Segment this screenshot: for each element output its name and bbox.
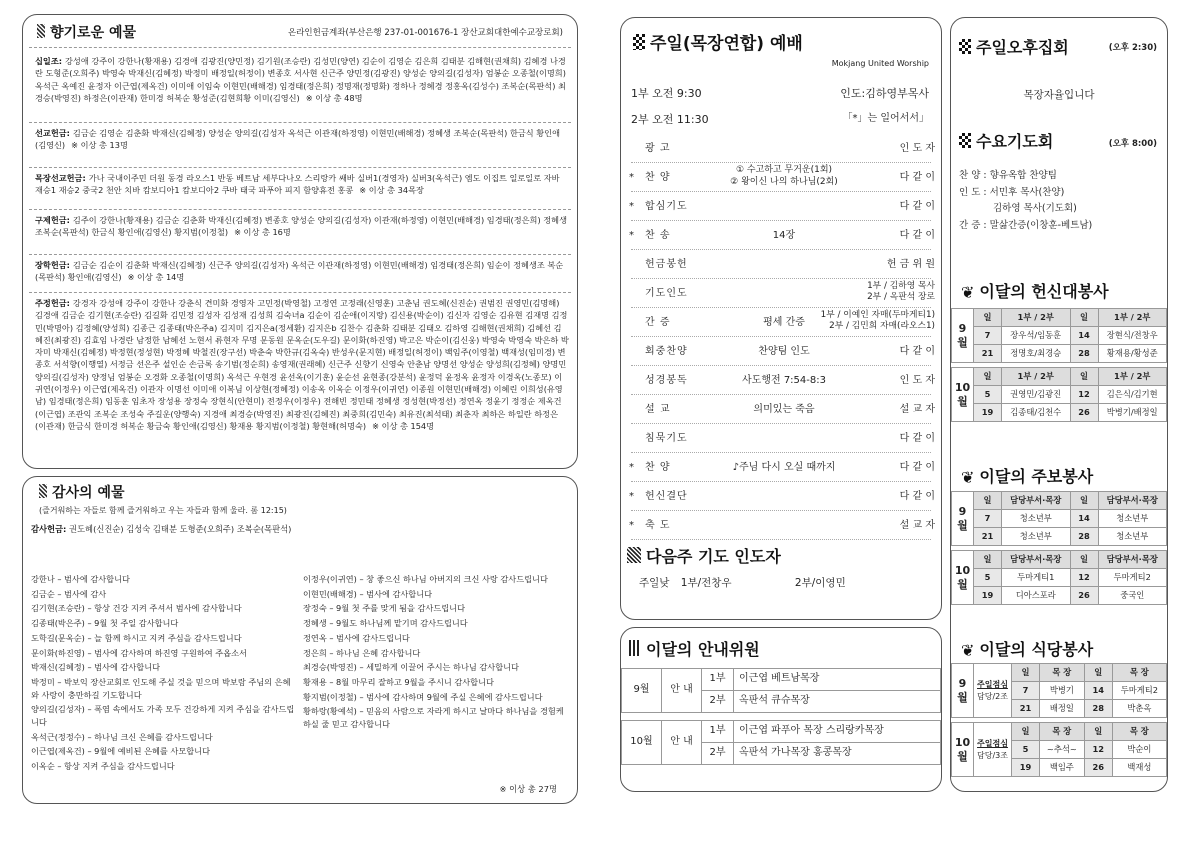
kitchen-lead bbox=[974, 664, 1012, 718]
row-leader: 1부 / 이예인 자매(두마게티1) 2부 / 김민희 자매(라오스1) bbox=[820, 310, 935, 332]
row-name: 설 교 bbox=[645, 404, 671, 415]
devotion-col-head: 일 bbox=[974, 368, 1002, 386]
thanks-count: ※ 이상 총 27명 bbox=[499, 783, 557, 794]
bulletin-row bbox=[952, 569, 1167, 587]
offering-label: 장학헌금: bbox=[35, 260, 70, 270]
bulletin-cell: 청소년부 bbox=[1098, 510, 1167, 528]
offering-names: 김주이 강한나(황재용) 김금순 김춘화 박재신(김혜정) 변종호 양성순 양의길(김성자) 이관재(하정영) 이현민(배해경) 임경태(정은희) 정혜생 조복순(목판석) 한금식 황인애(김영신) 황지범(이정철) bbox=[35, 215, 567, 238]
devotion-cell: 박병기/배정일 bbox=[1098, 404, 1167, 422]
offering-names: 가나 국내이주민 더원 동경 라오스1 반동 베트남 세부다나오 스리랑카 쌔바 실버1(경영자) 실버3(옥석근) 엠도 이집트 일로일로 자바 재승1 재승2 중국2 천안 치바 캄보디아1 캄보디아2 쿠바 태국 파푸아 피지 함양휴전 홍콩 bbox=[35, 173, 560, 196]
row-star: * bbox=[629, 520, 634, 531]
next-leaders-title: 다음주 기도 인도자 bbox=[627, 545, 781, 568]
worship-title: 주일(목장연합) 예배 bbox=[633, 32, 803, 57]
kitchen-title: ❦ 이달의 식당봉사 bbox=[961, 638, 1093, 662]
kitchen-col-head: 일 bbox=[1084, 723, 1112, 741]
devotion-col-head: 1부 / 2부 bbox=[1098, 309, 1167, 327]
kitchen-cell: 백임주 bbox=[1040, 759, 1085, 777]
row-name: 침묵기도 bbox=[645, 433, 688, 444]
kitchen-col-head: 일 bbox=[1012, 664, 1040, 682]
lead-2: 김하영 목사(기도회) bbox=[993, 203, 1077, 215]
bulletin-cell: 28 bbox=[1070, 528, 1098, 546]
lead-sub: 담당/2조 bbox=[977, 691, 1008, 701]
testimony-label: 간 증 : bbox=[959, 219, 987, 231]
afternoon-time: (오후 2:30) bbox=[1108, 43, 1157, 53]
thanks-left-list bbox=[31, 573, 296, 775]
kitchen-head-row bbox=[952, 723, 1167, 741]
bulletin-title: ❦ 이달의 주보봉사 bbox=[961, 465, 1093, 489]
flower-icon: ❦ bbox=[961, 468, 975, 487]
offering-section bbox=[35, 259, 569, 284]
kitchen-cell: 14 bbox=[1084, 682, 1112, 700]
row-leader: 설 교 자 bbox=[899, 520, 935, 531]
guides-title: 이달의 안내위원 bbox=[629, 638, 760, 661]
thanks-title: 감사의 예물 bbox=[39, 483, 125, 503]
bulletin-col-head: 담당부서·목장 bbox=[1002, 492, 1071, 510]
row-leader: 다 같 이 bbox=[899, 346, 935, 357]
row-name: 찬 송 bbox=[645, 230, 671, 241]
row-name: 찬 양 bbox=[645, 172, 671, 183]
thanks-donors: 권도혜(신진순) 김성숙 김태분 도형준(오희주) 조복순(목판석) bbox=[69, 524, 292, 534]
thanks-verse: (즐거워하는 자들로 함께 즐거워하고 우는 자들과 함께 울라. 롬 12:15) bbox=[39, 506, 287, 515]
bulletin-cell: 청소년부 bbox=[1002, 510, 1071, 528]
offering-label: 구제헌금: bbox=[35, 215, 70, 225]
kitchen-lead bbox=[974, 723, 1012, 777]
offering-section bbox=[35, 297, 569, 432]
bars-icon bbox=[629, 640, 641, 656]
worship-box bbox=[620, 17, 942, 620]
kitchen-col-head: 일 bbox=[1084, 664, 1112, 682]
guide-name: 옥판석 가나목장 홍콩목장 bbox=[734, 743, 941, 765]
thanks-entry: 문이화(하진영) – 범사에 감사하며 하진영 구원하여 주옵소서 bbox=[31, 647, 247, 658]
thanks-entry: 이정우(이귀연) – 창 좋으신 하나님 아버지의 크신 사랑 감사드립니다 bbox=[303, 574, 548, 584]
service1-time: 1부 오전 9:30 bbox=[631, 87, 702, 100]
devotion-row bbox=[952, 327, 1167, 345]
hatch-icon bbox=[39, 484, 47, 498]
devotion-row bbox=[952, 404, 1167, 422]
devotion-col-head: 일 bbox=[1070, 368, 1098, 386]
row-star: * bbox=[629, 462, 634, 473]
worship-row bbox=[629, 399, 935, 423]
bulletin-cell: 7 bbox=[974, 510, 1002, 528]
thanks-entry: 박정미 – 박보익 장산교회로 인도해 주실 것을 믿으며 박보람 주님의 은혜와 사랑이 충만하길 기도합니다 bbox=[31, 676, 291, 700]
row-leader: 다 같 이 bbox=[899, 230, 935, 241]
row-name: 성경봉독 bbox=[645, 375, 688, 386]
offering-title: 향기로운 예물 bbox=[37, 23, 136, 43]
row-name: 기도인도 bbox=[645, 288, 688, 299]
kitchen-cell: 두마게티2 bbox=[1112, 682, 1166, 700]
bulletin-cell: 14 bbox=[1070, 510, 1098, 528]
bulletin-cell: 청소년부 bbox=[1098, 528, 1167, 546]
worship-row bbox=[629, 341, 935, 365]
row-star: * bbox=[629, 230, 634, 241]
account-info: 온라인헌금계좌(부산은행 237-01-001676-1 장산교회대한예수교장로회) bbox=[288, 28, 563, 38]
row-name: 간 증 bbox=[645, 317, 671, 328]
kitchen-cell: 박순이 bbox=[1112, 741, 1166, 759]
thanks-entry: 이옥순 – 항상 지켜 주심을 감사드립니다 bbox=[31, 761, 175, 772]
row-leader: 인 도 자 bbox=[899, 375, 935, 386]
bulletin-cell: 디아스포라 bbox=[1002, 587, 1071, 605]
row-name: 광 고 bbox=[645, 143, 671, 154]
devotion-cell: 김은식/김기현 bbox=[1098, 386, 1167, 404]
kitchen-cell: 박병기 bbox=[1040, 682, 1085, 700]
row-star: * bbox=[629, 491, 634, 502]
offering-names: 김금순 김영순 김춘화 박재신(김혜정) 양성순 양의길(김성자 옥석근 이관재(하정영) 이현민(배해경) 정혜생 조복순(목판석) 한금식 황인애(김영신) bbox=[35, 128, 560, 151]
bulletin-col-head: 일 bbox=[1070, 492, 1098, 510]
bulletin-month: 9 월 bbox=[952, 492, 974, 546]
stand-note: 「*」는 일어서서」 bbox=[842, 113, 929, 124]
offering-count: ※ 이상 총 13명 bbox=[71, 140, 128, 151]
devotion-month: 9 월 bbox=[952, 309, 974, 363]
thanks-entry: 김종태(박은주) – 9월 첫 주일 감사합니다 bbox=[31, 618, 179, 629]
afternoon-text: 목장자율입니다 bbox=[1023, 89, 1095, 101]
kitchen-cell: 26 bbox=[1084, 759, 1112, 777]
service2-time: 2부 오전 11:30 bbox=[631, 113, 709, 126]
row-detail: ① 수고하고 무거운(1회) ② 왕이신 나의 하나님(2회) bbox=[730, 165, 838, 187]
bulletin-col-head: 담당부서·목장 bbox=[1098, 551, 1167, 569]
devotion-cell: 7 bbox=[974, 327, 1002, 345]
offering-names: 김금순 김순이 김춘화 박재신(김혜정) 신근주 양의길(김성자) 옥석근 이관재(하정영) 이현민(배해경) 임경태(정은희) 임순이 정혜생조 복순(목판석) 황인애(김영신) bbox=[35, 260, 564, 283]
worship-row bbox=[629, 283, 935, 307]
lead-sub: 담당/3조 bbox=[977, 750, 1008, 760]
bulletin-cell: 26 bbox=[1070, 587, 1098, 605]
offering-count: ※ 이상 총 16명 bbox=[234, 227, 291, 238]
guide-row bbox=[622, 721, 941, 743]
bulletin-cell: 청소년부 bbox=[1002, 528, 1071, 546]
row-leader: 다 같 이 bbox=[899, 201, 935, 212]
offering-section bbox=[35, 127, 569, 152]
devotion-row bbox=[952, 345, 1167, 363]
worship-row bbox=[629, 312, 935, 336]
thanks-entry: 박재신(김혜정) – 범사에 감사합니다 bbox=[31, 662, 161, 673]
devotion-cell: 28 bbox=[1070, 345, 1098, 363]
row-detail: 의미있는 죽음 bbox=[753, 404, 815, 415]
devotion-cell: 김종태/김천수 bbox=[1002, 404, 1071, 422]
kitchen-month: 10 월 bbox=[952, 723, 974, 777]
lead-text: 주일점심 bbox=[977, 739, 1008, 749]
thanks-label: 감사헌금: bbox=[31, 524, 67, 534]
praise-team: 향유옥합 찬양팀 bbox=[989, 170, 1057, 181]
guide-part: 2부 bbox=[702, 743, 734, 765]
hatch-icon bbox=[37, 24, 45, 38]
thanks-entry: 옥석근(정정수) – 하나님 크신 은혜를 감사드립니다 bbox=[31, 731, 213, 742]
offering-count: ※ 이상 총 48명 bbox=[305, 92, 363, 103]
row-leader: 다 같 이 bbox=[899, 462, 935, 473]
row-leader: 다 같 이 bbox=[899, 172, 935, 183]
next-service2: 2부/이영민 bbox=[794, 577, 846, 589]
devotion-cell: 19 bbox=[974, 404, 1002, 422]
thanks-entry: 정은희 – 하나님 은혜 감사합니다 bbox=[303, 647, 421, 658]
kitchen-cell: 5 bbox=[1012, 741, 1040, 759]
row-leader: 다 같 이 bbox=[899, 491, 935, 502]
row-detail: 평세 간증 bbox=[763, 317, 805, 328]
kitchen-table bbox=[951, 663, 1167, 777]
devotion-cell: 26 bbox=[1070, 404, 1098, 422]
worship-row bbox=[629, 486, 935, 510]
offering-count: ※ 이상 총 154명 bbox=[372, 420, 435, 431]
row-name: 찬 양 bbox=[645, 462, 671, 473]
devotion-head-row bbox=[952, 368, 1167, 386]
devotion-cell: 정명호/최경승 bbox=[1002, 345, 1071, 363]
afternoon-title: 주일오후집회 bbox=[959, 36, 1069, 59]
thanks-right-list bbox=[303, 573, 565, 733]
kitchen-col-head: 일 bbox=[1012, 723, 1040, 741]
devotion-col-head: 1부 / 2부 bbox=[1002, 368, 1071, 386]
devotion-cell: 14 bbox=[1070, 327, 1098, 345]
devotion-col-head: 1부 / 2부 bbox=[1002, 309, 1071, 327]
bulletin-col-head: 담당부서·목장 bbox=[1098, 492, 1167, 510]
bulletin-cell: 두마게티2 bbox=[1098, 569, 1167, 587]
worship-row bbox=[629, 196, 935, 220]
worship-row bbox=[629, 370, 935, 394]
thanks-entry: 도학길(문옥순) – 늘 함께 하시고 지켜 주심을 감사드립니다 bbox=[31, 632, 242, 643]
lead-label: 인 도 : bbox=[959, 186, 987, 198]
kitchen-cell: ~추석~ bbox=[1040, 741, 1085, 759]
thanks-entry: 정연옥 – 범사에 감사드립니다 bbox=[303, 632, 410, 643]
kitchen-col-head: 목 장 bbox=[1112, 664, 1166, 682]
thanks-entry: 양의길(김성자) – 폭염 속에서도 가족 모두 건강하게 지켜 주심을 감사드립니다 bbox=[31, 704, 295, 728]
kitchen-cell: 백재성 bbox=[1112, 759, 1166, 777]
row-detail: 사도행전 7:54-8:3 bbox=[742, 375, 826, 386]
thanks-entry: 최경승(박영진) – 세밀하게 이끌어 주시는 하나님 감사합니다 bbox=[303, 662, 519, 673]
thanks-box bbox=[22, 476, 578, 804]
devotion-col-head: 일 bbox=[974, 309, 1002, 327]
devotion-month: 10 월 bbox=[952, 368, 974, 422]
kitchen-head-row bbox=[952, 664, 1167, 682]
thanks-entry: 강한나 – 범사에 감사합니다 bbox=[31, 574, 130, 584]
row-name: 헌금봉헌 bbox=[645, 259, 688, 270]
bulletin-cell: 19 bbox=[974, 587, 1002, 605]
guide-part: 2부 bbox=[702, 691, 734, 713]
praise-label: 찬 양 : bbox=[959, 170, 987, 181]
kitchen-cell: 28 bbox=[1084, 700, 1112, 718]
offering-names: 강경자 강성애 강주이 강한나 강춘식 견미화 경영자 고민정(박영철) 고정연 고정래(신영훈) 고춘님 권도혜(신진순) 권범진 권영민(김명해) 김경애 김금순 김기현(조승란) 김길화 김민정 김성자 김성재 김성희 김숙녀a 김순이 김순애(이지랑) 김신용(박순이) 김신자 김영순 김유현 김재명 김정민(박명아) 김정혜(양성희) 김종근 김종태(박은주a) 김지미 김지은a(정세환) 김지은b 김찬수 김춘화 김태분 김태오 김하영 김해현(권채희) 김혜선 김혜진(최광진) 김효임 나경란 남정한 남혜선 노현서 류현자 무명 문동원 문옥순(도우길) 문이화(하진영) 박고은 박순이(김신웅) 박영숙 박영숙 박은하 박자미 박재신(김혜정) 박정현(정성현) 박정혜 박철진(장구선) 박춘숙 박한규(김옥숙) 반성우(문지현) 배정일(허정이) 백임주(이영철) 백재성(임미경) 변종호 서석향(이행열) 서정금 선은주 설인순 손금록 송기범(정순희) 송영재(권래혜) 신근주 신향기 신영숙 안춘남 양명선 양성순 양성희(김정혜) 양명민 양의길(김성자) 양정님 엄봉순 오경화 오종철(이명희) 옥석근 우현경 윤선옥(이기훈) 윤순선 윤현종(강분석) 윤정덕 윤정옥 윤정자 이경옥(노종모) 이귀연(이정우) 이근엽(제옥건) 이관자 이명선 이미애 이복님 이상현(정혜정) 이송옥 이옥순 이정우(이귀연) 이종원 이현민(배해경) 이혜린 이희성(유영남) 임경태(정은희) 임동훈 임초자 장성용 장정숙 장현식(안현미) 전정우(이정우) 전해빈 정민태 정혜생 정성현(박정선) 정연옥 정윤기 정정순 제옥건(이근엽) 조관익 조복순 조성숙 주길운(양행숙) 지경애 최경승(박영진) 최광진(김혜진) 최중희(김민숙) 최유진(최석태) 최춘자 최하은 하일란 하정은(이관재) 한금식 한미경 허복순 황금숙 황인애(김영신) 황재용 황지범(이정철) 황현해(허명숙) bbox=[35, 298, 569, 431]
worship-leader: 인도:김하영부목사 bbox=[840, 87, 929, 100]
bulletin-head-row bbox=[952, 492, 1167, 510]
row-leader: 설 교 자 bbox=[899, 404, 935, 415]
kitchen-cell: 21 bbox=[1012, 700, 1040, 718]
kitchen-month: 9 월 bbox=[952, 664, 974, 718]
worship-row bbox=[629, 428, 935, 452]
offering-section bbox=[35, 172, 569, 197]
worship-subtitle: Mokjang United Worship bbox=[831, 59, 929, 68]
row-star: * bbox=[629, 172, 634, 183]
guide-role: 안 내 bbox=[662, 721, 702, 765]
thanks-entry: 장정숙 – 9월 첫 주를 맞게 됨을 감사드립니다 bbox=[303, 603, 465, 614]
guide-name: 이근엽 파푸아 목장 스리랑카목장 bbox=[734, 721, 941, 743]
row-detail: 찬양팀 인도 bbox=[758, 346, 810, 357]
bulletin-month: 10 월 bbox=[952, 551, 974, 605]
thanks-entry: 김기현(조승란) – 항상 건강 지켜 주셔서 범사에 감사합니다 bbox=[31, 603, 242, 614]
guides-box bbox=[620, 627, 942, 792]
bulletin-row bbox=[952, 528, 1167, 546]
next-label: 주일낮 bbox=[639, 577, 670, 589]
bulletin-row bbox=[952, 587, 1167, 605]
flower-icon: ❦ bbox=[961, 283, 975, 302]
row-leader: 다 같 이 bbox=[899, 433, 935, 444]
lead-text: 주일점심 bbox=[977, 680, 1008, 690]
worship-row bbox=[629, 167, 935, 191]
worship-row bbox=[629, 457, 935, 481]
kitchen-cell: 박춘옥 bbox=[1112, 700, 1166, 718]
devotion-title: ❦ 이달의 헌신대봉사 bbox=[961, 280, 1109, 304]
bulletin-cell: 5 bbox=[974, 569, 1002, 587]
offering-count: ※ 이상 총 14명 bbox=[127, 272, 185, 283]
kitchen-cell: 19 bbox=[1012, 759, 1040, 777]
row-detail: 14장 bbox=[772, 230, 796, 241]
next-service1: 1부/전창우 bbox=[680, 577, 732, 589]
row-name: 합심기도 bbox=[645, 201, 688, 212]
offering-label: 목장선교헌금: bbox=[35, 173, 86, 183]
worship-row bbox=[629, 515, 935, 539]
guide-part: 1부 bbox=[702, 669, 734, 691]
kitchen-cell: 배정일 bbox=[1040, 700, 1085, 718]
devotion-cell: 장우석/임동훈 bbox=[1002, 327, 1071, 345]
thanks-entry: 황지범(이정철) – 범사에 감사하며 9월에 주실 은혜에 감사드립니다 bbox=[303, 691, 543, 702]
worship-row bbox=[629, 254, 935, 278]
row-leader: 1부 / 김하영 목사 2부 / 옥판석 장로 bbox=[867, 281, 935, 303]
offering-section bbox=[35, 214, 569, 239]
guide-name: 옥판석 큐슈목장 bbox=[734, 691, 941, 713]
hatch-icon bbox=[627, 547, 641, 563]
row-name: 축 도 bbox=[645, 520, 671, 531]
bulletin-col-head: 일 bbox=[974, 492, 1002, 510]
devotion-table bbox=[951, 308, 1167, 422]
flower-icon: ❦ bbox=[961, 641, 975, 660]
bulletin-head-row bbox=[952, 551, 1167, 569]
guides-table bbox=[621, 668, 941, 765]
guide-row bbox=[622, 669, 941, 691]
offering-section bbox=[35, 55, 569, 104]
bulletin-table bbox=[951, 491, 1167, 605]
offering-label: 선교헌금: bbox=[35, 128, 70, 138]
devotion-cell: 5 bbox=[974, 386, 1002, 404]
devotion-col-head: 1부 / 2부 bbox=[1098, 368, 1167, 386]
guide-part: 1부 bbox=[702, 721, 734, 743]
devotion-cell: 장현식/전창우 bbox=[1098, 327, 1167, 345]
bulletin-col-head: 담당부서·목장 bbox=[1002, 551, 1071, 569]
checker-icon bbox=[959, 39, 971, 54]
devotion-col-head: 일 bbox=[1070, 309, 1098, 327]
schedule-box bbox=[950, 17, 1168, 792]
offering-label: 십일조: bbox=[35, 56, 63, 66]
offering-names: 강성애 강주이 강한나(황재용) 김경애 김광진(양민정) 김기원(조승란) 김성민(양연) 김순이 김영순 김은희 김태분 김해현(권채희) 김혜경 나경란 도형준(오희주) 박영숙 박재신(김혜정) 박정미 배정일(허정이) 변종호 서사현 신근주 양민정(김광진) 양성순 양의길(김성자) 엄봉순 오종철(이명희) 옥석근 옥예진 윤정자 이근엽(제옥건) 이미애 이임숙 이현민(배해경) 임경태(정은희) 정명재(정명화) 정하나 정혜경 정홍옥(김성수) 조복순(목판석) 최경승(박영진) 하정은(이관재) 한미경 허복순 황성준(김현희황 이미(김영신) bbox=[35, 56, 566, 103]
bulletin-cell: 21 bbox=[974, 528, 1002, 546]
worship-row bbox=[629, 138, 935, 162]
offering-box bbox=[22, 14, 578, 469]
checker-icon bbox=[633, 34, 645, 50]
devotion-cell: 12 bbox=[1070, 386, 1098, 404]
lead-1: 서민후 목사(찬양) bbox=[989, 186, 1065, 198]
thanks-entry: 황하랑(황예석) – 믿음의 사람으로 자라게 하시고 날마다 하나님을 경험케 하실 줄 믿고 감사합니다 bbox=[303, 706, 564, 730]
guide-month: 10월 bbox=[622, 721, 662, 765]
devotion-row bbox=[952, 386, 1167, 404]
kitchen-col-head: 목 장 bbox=[1040, 664, 1085, 682]
thanks-entry: 이근엽(제옥건) – 9월에 예비된 은혜를 사모합니다 bbox=[31, 746, 210, 757]
row-leader: 헌 금 위 원 bbox=[886, 259, 935, 270]
bulletin-col-head: 일 bbox=[974, 551, 1002, 569]
thanks-entry: 김금순 – 범사에 감사 bbox=[31, 588, 107, 599]
kitchen-col-head: 목 장 bbox=[1040, 723, 1085, 741]
bulletin-col-head: 일 bbox=[1070, 551, 1098, 569]
bulletin-cell: 12 bbox=[1070, 569, 1098, 587]
guide-name: 이근엽 베트남목장 bbox=[734, 669, 941, 691]
row-star: * bbox=[629, 201, 634, 212]
thanks-entry: 황재용 – 8월 마무리 잘하고 9월을 주시니 감사합니다 bbox=[303, 676, 494, 687]
bulletin-cell: 두마게티1 bbox=[1002, 569, 1071, 587]
thanks-entry: 이현민(배해경) – 범사에 감사합니다 bbox=[303, 588, 433, 599]
row-name: 회중찬양 bbox=[645, 346, 688, 357]
row-leader: 인 도 자 bbox=[899, 143, 935, 154]
devotion-cell: 황재용/황성준 bbox=[1098, 345, 1167, 363]
wednesday-time: (오후 8:00) bbox=[1108, 139, 1157, 149]
testimony: 말삶간증(이창훈-베트남) bbox=[989, 219, 1093, 231]
row-detail: ♪주님 다시 오실 때까지 bbox=[732, 462, 836, 473]
kitchen-col-head: 목 장 bbox=[1112, 723, 1166, 741]
guide-month: 9월 bbox=[622, 669, 662, 713]
devotion-head-row bbox=[952, 309, 1167, 327]
offering-count: ※ 이상 총 34목장 bbox=[359, 185, 424, 196]
devotion-cell: 21 bbox=[974, 345, 1002, 363]
row-name: 헌신결단 bbox=[645, 491, 688, 502]
checker-icon bbox=[959, 133, 971, 148]
worship-row bbox=[629, 225, 935, 249]
devotion-cell: 권영민/김광진 bbox=[1002, 386, 1071, 404]
bulletin-row bbox=[952, 510, 1167, 528]
wednesday-title: 수요기도회 bbox=[959, 130, 1053, 153]
offering-label: 주정헌금: bbox=[35, 298, 70, 308]
thanks-entry: 정혜생 – 9월도 하나님께 맡기며 감사드립니다 bbox=[303, 618, 468, 629]
kitchen-cell: 12 bbox=[1084, 741, 1112, 759]
bulletin-cell: 중국인 bbox=[1098, 587, 1167, 605]
kitchen-cell: 7 bbox=[1012, 682, 1040, 700]
guide-role: 안 내 bbox=[662, 669, 702, 713]
